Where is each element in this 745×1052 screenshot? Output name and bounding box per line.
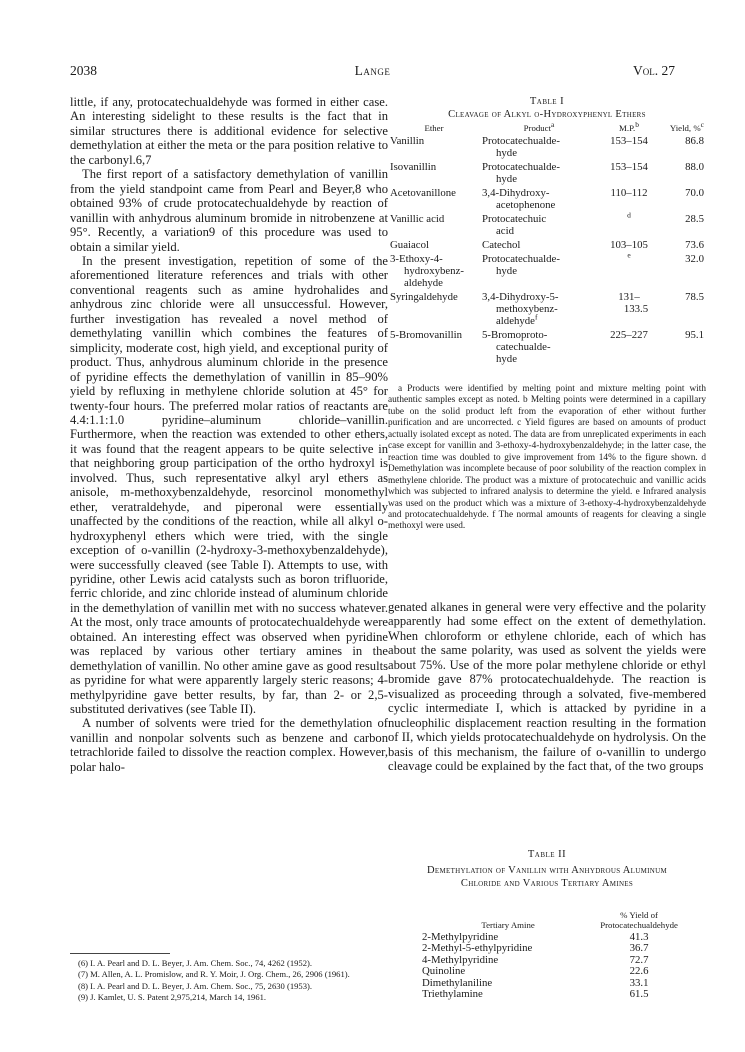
product-cell: 3,4-Dihydroxy-5- methoxybenz- aldehyde$^f$ xyxy=(482,291,559,327)
ether-cell: 5-Bromovanillin xyxy=(390,329,462,341)
yield-cell: 61.5 xyxy=(629,988,649,1001)
left-column xyxy=(70,95,388,774)
yield-cell: 28.5 xyxy=(685,213,704,225)
table2-label: Table II xyxy=(527,849,567,860)
table2-caption xyxy=(388,848,706,890)
column-header: Ether xyxy=(424,123,444,133)
amine-cell: Dimethylaniline xyxy=(422,976,493,989)
paragraph: In the present investigation, repetition of some of the aforementioned literature references and trials with other conventional reagents such as amine hydrohalides and anhydrous zinc chloride were all unsuccessful. However, further investigation has revealed a novel method of demethylating vanillin which combines the features of simplicity, moderate cost, high yield, and exceptional purity of product. Thus, anhydrous aluminum chloride in the presence of pyridine effects the demethylation of vanillin in 85–90% yield by refluxing in methylene chloride solution at 45° for twenty-four hours. The preferred molar ratios of reactants are 4.4:1.1:1.0 pyridine–aluminum chloride–vanillin. Furthermore, when the reaction was extended to other ethers, it was found that the reagent appears to be quite selective in that neighboring group participation of the ortho hydroxyl is involved. Thus, such representative alkyl aryl ethers as anisole, m-methoxybenzaldehyde, resorcinol monomethyl ether, veratraldehyde, and piperonal were essentially unaffected by the conditions of the reaction, while all alkyl o-hydroxyphenyl ethers which were tried, with the single exception of o-vanillin (2-hydroxy-3-methoxybenzaldehyde), were successfully cleaved (see Table I). Attempts to use, with pyridine, other Lewis acid catalysts such as boron trifluoride, ferric chloride, and zinc chloride instead of aluminum chloride in the demethylation of vanillin met with no success whatever. At the most, only trace amounts of protocatechualdehyde were obtained. An interesting effect was observed when pyridine was replaced by various other tertiary amines in the demethylation of vanillin. No other amine gave as good results as pyridine for what were apparently largely steric reasons; 4-methylpyridine gave better results, by far, than 2- or 2,5-substituted derivatives (see Table II). xyxy=(70,253,388,717)
ether-cell: Vanillin xyxy=(390,135,425,147)
table2-title-line2: Chloride and Various Tertiary Amines xyxy=(460,878,634,889)
column-header: Yield, %$^c$ xyxy=(669,120,704,133)
footnote: (9) J. Kamlet, U. S. Patent 2,975,214, March 14, 1961. xyxy=(78,991,267,1002)
table1-note: a Products were identified by melting point and mixture melting point with authentic samples except as noted. b Melting points were determined in a capillary tube on the solid product left from the evaporation of ether without further purification and are uncorrected. c Yield figures are based on amounts of product actually isolated except as noted. The data are from unreplicated experiments in each case except for vanillin and 3-ethoxy-4-hydroxybenzaldehyde; in the latter case, the reaction time was doubled to give improvement from 14% to the figure shown. d Demethylation was incomplete because of poor solubility of the reaction complex in methylene chloride. The product was a mixture of protocatechuic and vanillic acids which was subjected to infrared analysis to determine the yield. e Infrared analysis was used on the product which was a mixture of 3-ethoxy-4-hydroxybenzaldehyde and protocatechualdehyde. f The normal amounts of reagents for cleaving a single methoxyl were used. xyxy=(388,384,706,532)
product-cell: 3,4-Dihydroxy- acetophenone xyxy=(482,187,556,211)
running-author: Lange xyxy=(354,63,391,78)
column-header: % Yield of Protocatechualdehyde xyxy=(600,910,678,930)
right-column xyxy=(388,600,706,773)
yield-cell: 86.8 xyxy=(685,135,704,147)
table-row xyxy=(388,135,706,161)
yield-cell: 32.0 xyxy=(685,253,704,265)
product-cell: Protocatechualde- hyde xyxy=(482,253,560,277)
amine-cell: 2-Methylpyridine xyxy=(422,931,499,943)
table2 xyxy=(420,910,682,1000)
paragraph: little, if any, protocatechualdehyde was formed in either case. An interesting sidelight to these results is the fact that in similar structures there is additional evidence for selective demethylation at either the meta or the para position relative to the carbonyl.6,7 xyxy=(70,95,388,167)
column-header: Tertiary Amine xyxy=(481,920,535,930)
footnote-rule xyxy=(70,953,170,954)
yield-cell: 36.7 xyxy=(629,942,649,955)
product-cell: Protocatechualde- hyde xyxy=(482,161,560,185)
ether-cell: Guaiacol xyxy=(390,239,429,251)
ether-cell: 3-Ethoxy-4- hydroxybenz- aldehyde xyxy=(390,253,464,289)
yield-cell: 41.3 xyxy=(629,931,649,943)
table1-caption xyxy=(388,95,706,121)
mp-cell: d xyxy=(627,210,631,220)
product-cell: Catechol xyxy=(482,239,521,251)
footnote: (7) M. Allen, A. L. Promislow, and R. Y. Moir, J. Org. Chem., 26, 2906 (1961). xyxy=(78,969,350,980)
ether-cell: Acetovanillone xyxy=(390,187,456,199)
paragraph: The first report of a satisfactory demethylation of vanillin from the yield standpoint came from Pearl and Beyer,8 who obtained 93% of crude protocatechualdehyde by reaction of vanillin with anhydrous aluminum bromide in nitrobenzene at 95°. Recently, a variation9 of this procedure was used to obtain a similar yield. xyxy=(70,167,388,254)
mp-cell: e xyxy=(627,250,631,260)
column-header: Product$^a$ xyxy=(523,120,555,133)
yield-cell: 95.1 xyxy=(685,329,704,341)
mp-cell: 153–154 xyxy=(610,161,648,173)
yield-cell: 33.1 xyxy=(629,976,649,989)
amine-cell: 4-Methylpyridine xyxy=(422,953,499,966)
table-row xyxy=(388,253,706,291)
paragraph: genated alkanes in general were very effective and the polarity apparently had some effect on the extent of demethylation. When chloroform or ethylene chloride, each of which has about the same polarity, was used as solvent the yields were about 75%. Use of the more polar methylene chloride or ethyl bromide gave 87% protocatechualdehyde. The reaction is visualized as proceeding through a solvated, five-membered cyclic intermediate I, which is attacked by pyridine in a nucleophilic displacement reaction resulting in the formation of II, which yields protocatechualdehyde on hydrolysis. On the basis of this mechanism, the failure of o-vanillin to undergo cleavage could be explained by the fact that, of the two groups xyxy=(388,600,706,773)
table2-header-row xyxy=(420,910,682,932)
table1-notes xyxy=(388,384,706,533)
table1 xyxy=(388,120,706,367)
table1-header-row xyxy=(388,123,706,135)
table-row xyxy=(388,329,706,367)
table-row xyxy=(420,966,682,977)
table-row xyxy=(388,187,706,213)
yield-cell: 88.0 xyxy=(685,161,704,173)
mp-cell: 225–227 xyxy=(610,329,648,341)
table-row xyxy=(388,239,706,253)
product-cell: 5-Bromoproto- catechualde- hyde xyxy=(482,329,551,365)
yield-cell: 72.7 xyxy=(629,953,649,966)
mp-cell: 110–112 xyxy=(610,187,648,199)
table-row xyxy=(420,989,682,1000)
table-row xyxy=(388,213,706,239)
volume-label: Vol. 27 xyxy=(633,63,675,78)
yield-cell: 73.6 xyxy=(685,239,704,251)
amine-cell: Quinoline xyxy=(422,965,466,978)
ether-cell: Isovanillin xyxy=(390,161,437,173)
amine-cell: 2-Methyl-5-ethylpyridine xyxy=(422,942,533,955)
ether-cell: Vanillic acid xyxy=(390,213,445,225)
product-cell: Protocatechualde- hyde xyxy=(482,135,560,159)
mp-cell: 153–154 xyxy=(610,135,648,147)
product-cell: Protocatechuic acid xyxy=(482,213,547,237)
table-row xyxy=(388,161,706,187)
ether-cell: Syringaldehyde xyxy=(390,291,458,303)
amine-cell: Triethylamine xyxy=(422,988,483,1001)
footnote: (8) I. A. Pearl and D. L. Beyer, J. Am. Chem. Soc., 75, 2630 (1953). xyxy=(78,980,313,991)
mp-cell: 131– 133.5 xyxy=(618,291,649,315)
yield-cell: 70.0 xyxy=(685,187,704,199)
mp-cell: 103–105 xyxy=(610,239,648,251)
running-header xyxy=(70,63,675,83)
table-row xyxy=(388,291,706,329)
yield-cell: 22.6 xyxy=(629,965,649,978)
table2-title: Demethylation of Vanillin with Anhydrous Aluminum xyxy=(427,865,667,876)
page-number: 2038 xyxy=(70,63,97,78)
column-header: M.P.$^b$ xyxy=(619,120,639,133)
table1-title: Cleavage of Alkyl o-Hydroxyphenyl Ethers xyxy=(448,109,646,120)
footnote: (6) I. A. Pearl and D. L. Beyer, J. Am. Chem. Soc., 74, 4262 (1952). xyxy=(78,958,313,968)
table1-label: Table I xyxy=(529,96,565,107)
yield-cell: 78.5 xyxy=(685,291,704,303)
paragraph: A number of solvents were tried for the demethylation of vanillin and nonpolar solvents such as benzene and carbon tetrachloride failed to dissolve the reaction complex. However, polar halo- xyxy=(70,716,388,774)
footnotes xyxy=(70,958,388,1003)
